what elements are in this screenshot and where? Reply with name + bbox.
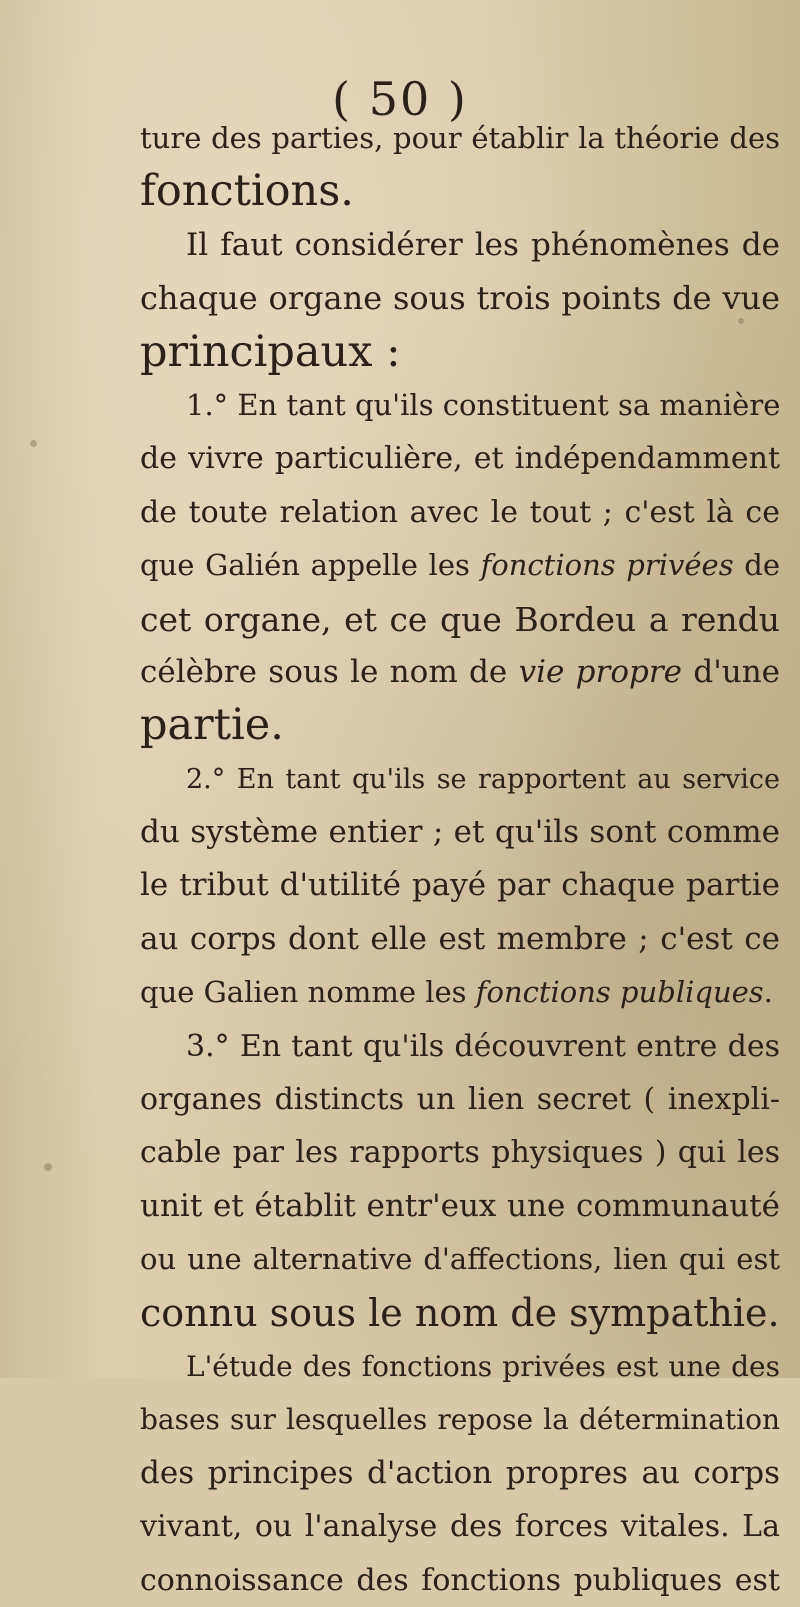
page-number: ( 50 ) [332, 72, 468, 126]
text-line: organes distincts un lien secret ( inexpli- [140, 1082, 780, 1118]
text-line: célèbre sous le nom de vie propre d'une [140, 653, 780, 690]
foxing-spot [44, 1163, 52, 1171]
text-line: partie. [140, 700, 284, 751]
text-line: ture des parties, pour établir la théorie des [140, 121, 780, 155]
text-line: 3.° En tant qu'ils découvrent entre des [186, 1028, 780, 1064]
text-line: fonctions. [140, 166, 354, 217]
text-line: connu sous le nom de sympathie. [140, 1290, 780, 1335]
foxing-spot [30, 440, 37, 447]
text-line: connoissance des fonctions publiques est [140, 1562, 780, 1598]
text-line: 1.° En tant qu'ils constituent sa manière [186, 387, 780, 422]
text-line: du système entier ; et qu'ils sont comme [140, 814, 780, 851]
text-line: L'étude des fonctions privées est une des [186, 1349, 780, 1383]
text-line: unit et établit entr'eux une communauté [140, 1187, 780, 1224]
text-line: 2.° En tant qu'ils se rapportent au service [186, 763, 780, 795]
text-line: principaux : [140, 326, 401, 377]
text-line: Il faut considérer les phénomènes de [186, 226, 780, 263]
text-line: de toute relation avec le tout ; c'est là ce [140, 494, 780, 530]
text-line: que Galien nomme les fonctions publiques. [140, 975, 773, 1010]
text-line: le tribut d'utilité payé par chaque partie [140, 867, 780, 904]
text-line: de vivre particulière, et indépendamment [140, 441, 780, 477]
text-line: cet organe, et ce que Bordeu a rendu [140, 599, 780, 639]
text-line: chaque organe sous trois points de vue [140, 279, 780, 318]
text-line: cable par les rapports physiques ) qui les [140, 1135, 780, 1171]
text-line: vivant, ou l'analyse des forces vitales. La [140, 1509, 780, 1545]
text-line: que Galién appelle les fonctions privées de [140, 548, 780, 583]
text-line: bases sur lesquelles repose la détermination [140, 1403, 780, 1437]
text-line: des principes d'action propres au corps [140, 1454, 780, 1491]
body-text [140, 112, 780, 1607]
text-line: au corps dont elle est membre ; c'est ce [140, 920, 780, 957]
text-line: ou une alternative d'affections, lien qui est [140, 1242, 780, 1277]
